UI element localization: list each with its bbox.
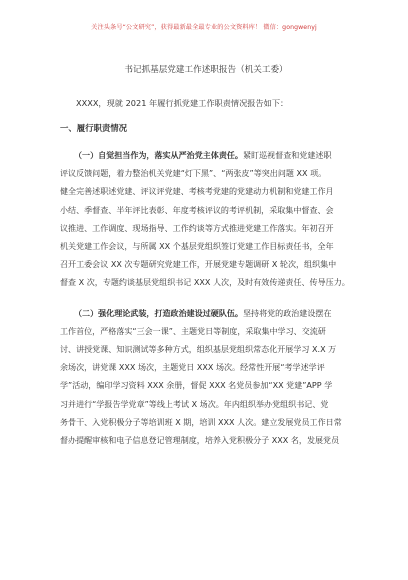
paragraph-2 [60,305,352,451]
paragraph-line [60,305,352,323]
paragraph-lead: （一）自觉担当作为，落实从严治党主体责任。 [74,151,243,160]
paragraph-line: 议推进、工作调度、现场指导、工作约谈等方式推进党建工作落实。年初召开 [60,223,334,233]
paragraph-line: 小结、季督查、半年评比表彰、年度考核评议的考评机制，采取集中督查、会 [60,205,334,215]
intro-paragraph: XXXX，现就 2021 年履行抓党建工作职责情况报告如下： [76,98,289,108]
document-title: 书记抓基层党建工作述职报告（机关工委） [124,65,288,75]
document-body [60,63,352,462]
paragraph-line: 召开工委会议 XX 次专题研究党建工作，开展党建专题调研 X 轮次，组织集中 [60,260,337,270]
paragraph-line: 习并进行“学报告学党章”等线上考试 X 场次。年内组织举办党组织书记、党 [60,399,329,409]
paragraph-line [60,147,352,165]
paragraph-line: 机关党建工作会议，与所属 XX 个基层党组织签订党建工作目标责任书，全年 [60,242,334,252]
paragraph-lead: （二）强化理论武装，打造政治建设过硬队伍。 [74,308,243,318]
paragraph-line: 评议反馈问题，着力整治机关党建“灯下黑”、“两张皮”等突出问题 XX 项。 [60,169,327,179]
section-heading: 一、履行职责情况 [60,123,127,133]
paragraph-line: 讨、讲授党课、知识测试等多种方式，组织基层党组织常态化开展学习 X.X 万 [60,345,337,355]
paragraph-line: 健全完善述职述党建、评议评党建、考核考党建的党建动力机制和党建工作月 [60,187,334,197]
paragraph-line: 督查 X 次，专题约谈基层党组织书记 XXX 人次，及时有效传递责任、传导压力。 [60,278,350,288]
paragraph-line: 学”活动，编印学习资料 XXX 余册，督促 XXX 名党员参加“XX 党建”APP 学 [60,381,333,391]
promo-banner: 关注头条号“公文研究”，获得最新最全最专业的公文资料库！ 微信：gongwenyj [91,24,317,31]
paragraph-text: 坚持将党的政治建设摆在 [242,308,332,318]
paragraph-1 [60,147,352,293]
paragraph-line: 工作首位，严格落实“三会一课”、主题党日等制度，采取集中学习、交流研 [60,326,326,336]
paragraph-line: 余场次，讲党课 XXX 场次，主题党日 XXX 场次。经常性开展“考学述学评 [60,363,325,373]
paragraph-line: 务骨干、入党积极分子等培训班 X 期，培训 XXX 人次。建立发展党员工作日常 [60,417,342,427]
paragraph-text: 紧盯巡视督查和党建述职 [242,151,332,160]
paragraph-line: 督办提醒审核和电子信息登记管理制度，培养入党积极分子 XXX 名，发展党员 [60,436,340,446]
